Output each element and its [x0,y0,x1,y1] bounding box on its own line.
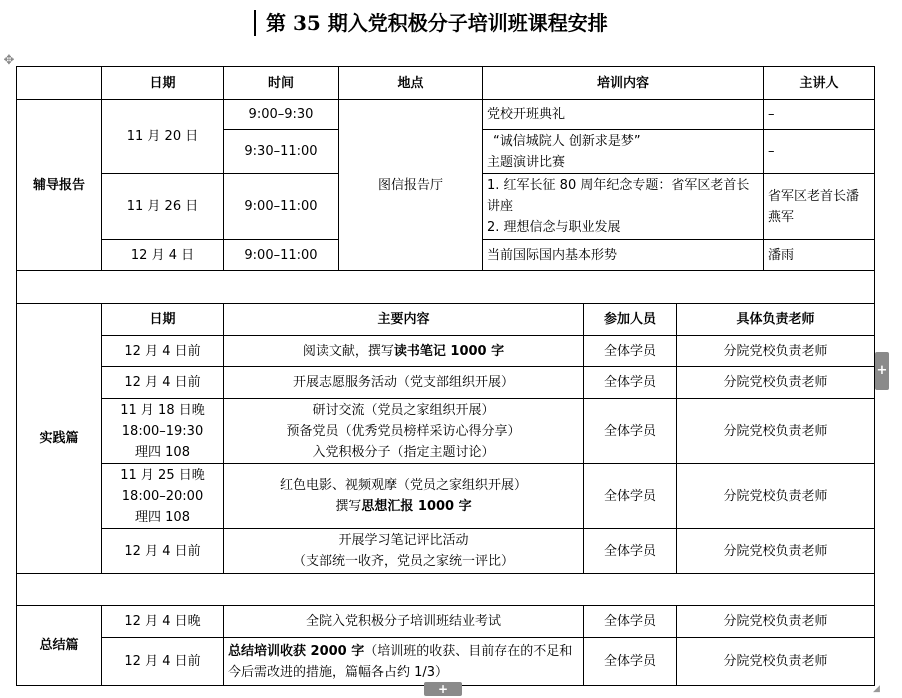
guide-time: 9:00–11:00 [224,240,339,271]
practice-date: 12 月 4 日前 [102,336,224,367]
practice-content-line: 红色电影、视频观摩（党员之家组织开展） [279,478,527,493]
practice-date: 12 月 4 日前 [102,529,224,574]
page-title: 第 35 期入党积极分子培训班课程安排 [266,11,608,35]
practice-content-line: 开展学习笔记评比活动 [338,533,469,548]
header-time: 时间 [224,67,339,100]
guide-date: 12 月 4 日 [102,240,224,271]
summary-teacher: 分院党校负责老师 [677,638,875,686]
table-row [17,336,875,367]
table-row [17,100,875,130]
practice-date-line: 理四 108 [135,509,190,525]
table-row [17,529,875,574]
spacer-cell [17,271,875,304]
corner-cell [17,67,102,100]
guide-time: 9:00–9:30 [224,100,339,130]
header-participants: 参加人员 [584,304,677,336]
resize-corner-icon[interactable]: ◢ [873,684,880,694]
guide-content-line: 主题演讲比赛 [487,154,566,170]
practice-content [224,464,584,529]
guide-speaker: 省军区老首长潘燕军 [764,174,875,240]
guide-time: 9:30–11:00 [224,130,339,174]
table-move-handle-icon[interactable]: ✥ [3,53,15,68]
guide-place: 图信报告厅 [339,100,483,271]
title-accent-bar [254,10,256,36]
section-label-guide: 辅导报告 [17,100,102,271]
practice-date-line: 18:00–20:00 [121,488,204,504]
practice-participants: 全体学员 [584,399,677,464]
practice-teacher: 分院党校负责老师 [677,399,875,464]
practice-participants: 全体学员 [584,367,677,399]
practice-date-line: 11 月 25 日晚 [120,467,205,483]
header-date: 日期 [102,67,224,100]
guide-content-line: “诚信城院人 创新求是梦” [493,133,641,149]
guide-content-line: 2. 理想信念与职业发展 [487,220,621,235]
summary-participants: 全体学员 [584,638,677,686]
guide-speaker: – [764,100,875,130]
practice-content-line: 预备党员（优秀党员榜样采访心得分享） [286,423,521,439]
guide-content: 党校开班典礼 [483,100,764,130]
spacer-row [17,271,875,304]
spacer-row [17,574,875,606]
table-row [17,638,875,686]
practice-content [224,399,584,464]
practice-date [102,464,224,529]
guide-content: 当前国际国内基本形势 [483,240,764,271]
practice-date: 12 月 4 日前 [102,367,224,399]
spacer-cell [17,574,875,606]
practice-content-text: 撰写 [335,499,362,514]
section-label-summary: 总结篇 [17,606,102,686]
practice-teacher: 分院党校负责老师 [677,336,875,367]
header-main-content: 主要内容 [224,304,584,336]
add-row-handle-icon[interactable]: + [424,682,462,696]
summary-content-text: （培训班的收获、目前存在的不足和今后需改进的措施，篇幅各占约 1/3） [228,643,573,680]
practice-content-bold: 读书笔记 1000 字 [393,343,505,359]
summary-content-bold: 总结培训收获 2000 字 [228,643,365,659]
practice-content [224,529,584,574]
practice-date-line: 18:00–19:30 [121,423,204,439]
guide-time: 9:00–11:00 [224,174,339,240]
table-row [17,606,875,638]
summary-content: 全院入党积极分子培训班结业考试 [224,606,584,638]
practice-content [224,336,584,367]
document-header [0,0,902,44]
header-content: 培训内容 [483,67,764,100]
practice-teacher: 分院党校负责老师 [677,367,875,399]
summary-participants: 全体学员 [584,606,677,638]
guide-speaker: – [764,130,875,174]
guide-date: 11 月 26 日 [102,174,224,240]
summary-date: 12 月 4 日晚 [102,606,224,638]
practice-teacher: 分院党校负责老师 [677,529,875,574]
practice-participants: 全体学员 [584,464,677,529]
header-speaker: 主讲人 [764,67,875,100]
practice-date [102,399,224,464]
practice-date-line: 理四 108 [135,444,190,460]
practice-content-line: 入党积极分子（指定主题讨论） [312,444,495,460]
practice-content-bold: 思想汇报 1000 字 [361,499,472,514]
practice-participants: 全体学员 [584,529,677,574]
guide-content [483,130,764,174]
summary-content [224,638,584,686]
table-row [17,464,875,529]
guide-date: 11 月 20 日 [102,100,224,174]
practice-header-row [17,304,875,336]
practice-content-line: 研讨交流（党员之家组织开展） [312,402,495,418]
section-label-practice: 实践篇 [17,304,102,574]
guide-speaker: 潘雨 [764,240,875,271]
add-column-handle-icon[interactable]: + [875,352,889,390]
guide-header-row [17,67,875,100]
practice-content-text: 阅读文献，撰写 [302,343,394,359]
guide-content-line: 1. 红军长征 80 周年纪念专题：省军区老首长讲座 [487,178,750,214]
guide-content [483,174,764,240]
practice-participants: 全体学员 [584,336,677,367]
header-place: 地点 [339,67,483,100]
table-row [17,367,875,399]
practice-content-line [228,496,579,517]
summary-teacher: 分院党校负责老师 [677,606,875,638]
header-teacher: 具体负责老师 [677,304,875,336]
table-row [17,399,875,464]
header-date: 日期 [102,304,224,336]
practice-content: 开展志愿服务活动（党支部组织开展） [224,367,584,399]
practice-date-line: 11 月 18 日晚 [120,402,205,418]
summary-date: 12 月 4 日前 [102,638,224,686]
practice-teacher: 分院党校负责老师 [677,464,875,529]
schedule-table [16,66,875,686]
practice-content-line: （支部统一收齐，党员之家统一评比） [292,554,514,569]
